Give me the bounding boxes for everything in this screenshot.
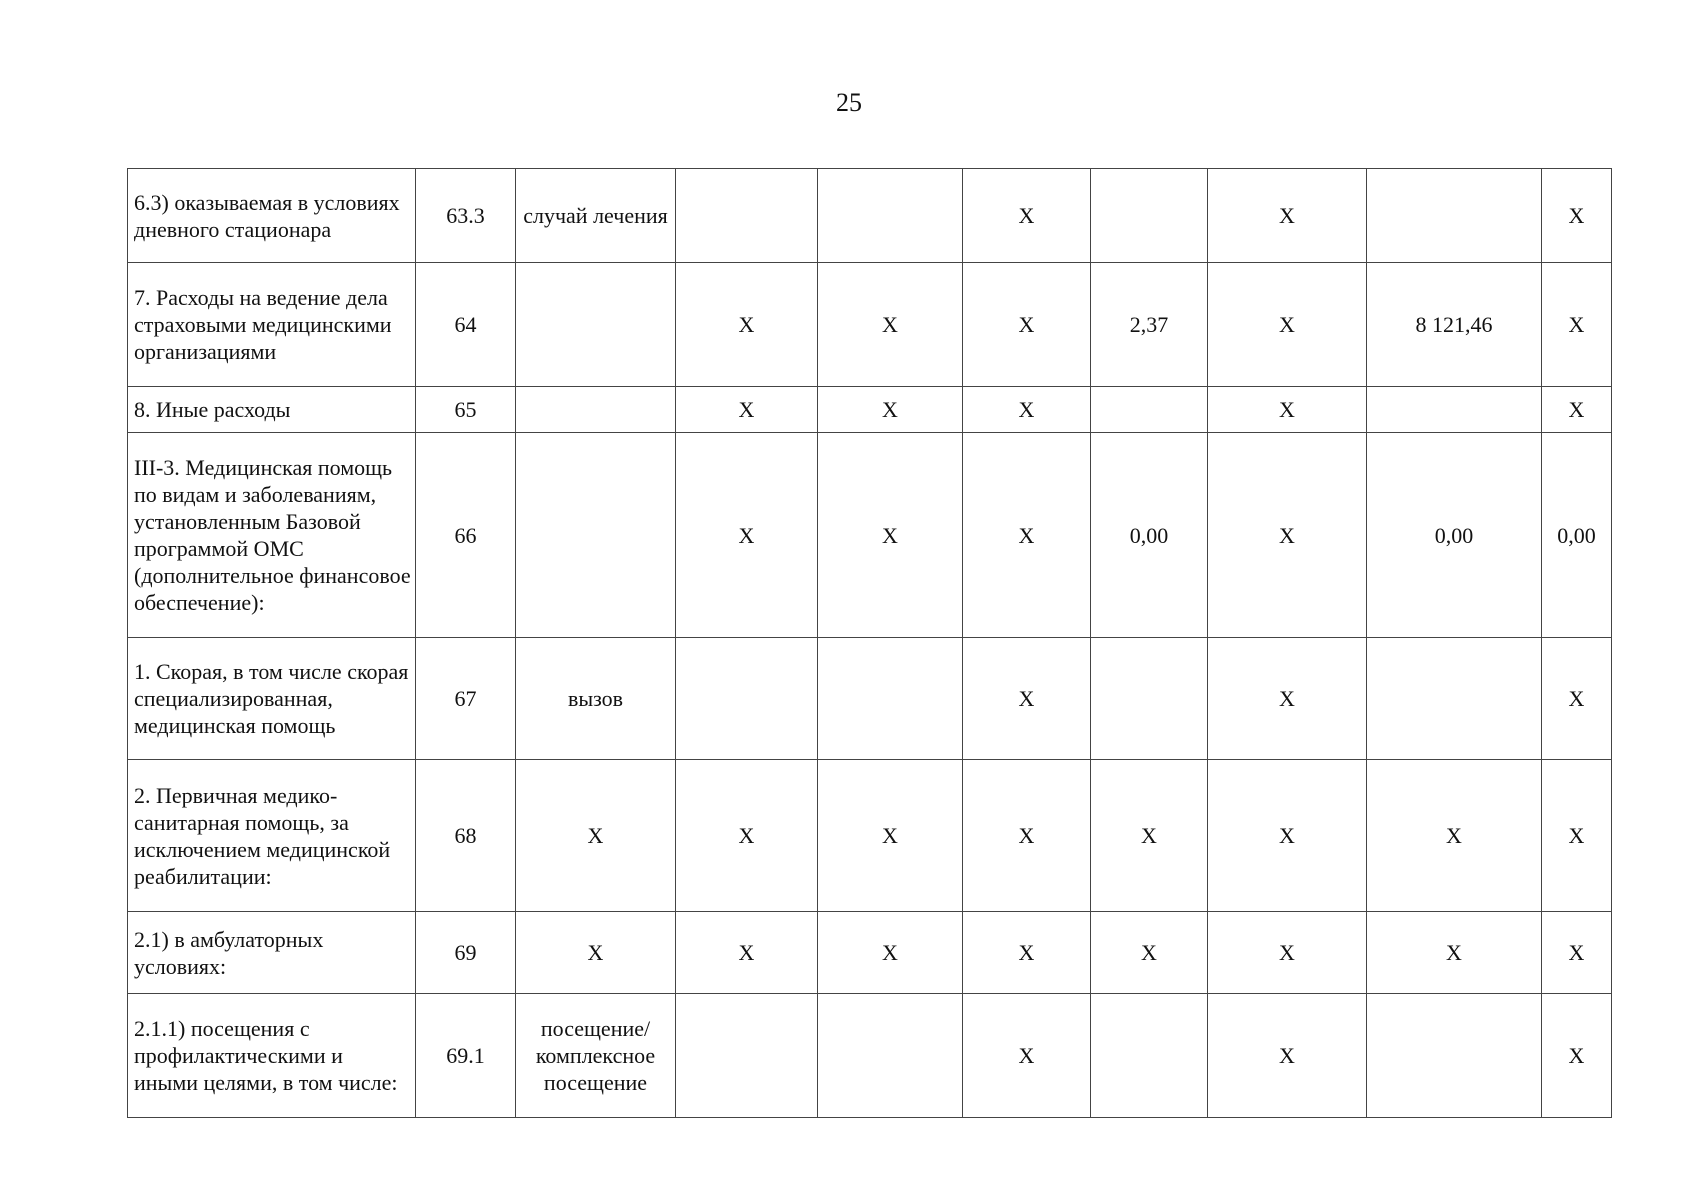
table-row <box>128 638 1612 760</box>
row-unit-cell: Х <box>516 912 676 994</box>
table-row <box>128 912 1612 994</box>
table-row <box>128 760 1612 912</box>
value-cell: Х <box>1542 994 1612 1118</box>
value-cell: Х <box>963 760 1091 912</box>
value-cell: Х <box>1208 387 1367 433</box>
row-name-cell: III-3. Медицинская помощь по видам и заболеваниям, установленным Базовой программой ОМС (дополнительное финансовое обеспечение): <box>128 433 416 638</box>
value-cell: Х <box>818 387 963 433</box>
value-cell <box>1091 169 1208 263</box>
row-code-cell: 68 <box>416 760 516 912</box>
value-cell: Х <box>1542 263 1612 387</box>
value-cell: Х <box>818 263 963 387</box>
value-cell: Х <box>676 433 818 638</box>
value-cell: Х <box>1208 994 1367 1118</box>
value-cell <box>676 638 818 760</box>
value-cell: Х <box>676 263 818 387</box>
value-cell: Х <box>1542 169 1612 263</box>
value-cell: Х <box>1208 433 1367 638</box>
row-name-cell: 2.1.1) посещения с профилактическими и иными целями, в том числе: <box>128 994 416 1118</box>
page-number: 25 <box>836 88 862 117</box>
value-cell <box>1367 387 1542 433</box>
value-cell: Х <box>1542 638 1612 760</box>
value-cell <box>818 638 963 760</box>
value-cell <box>1367 638 1542 760</box>
row-code-cell: 67 <box>416 638 516 760</box>
value-cell <box>1091 387 1208 433</box>
value-cell: Х <box>963 994 1091 1118</box>
value-cell: Х <box>1208 638 1367 760</box>
row-name-cell: 2. Первичная медико-санитарная помощь, за исключением медицинской реабилитации: <box>128 760 416 912</box>
value-cell <box>818 169 963 263</box>
value-cell: Х <box>1542 387 1612 433</box>
data-table <box>127 168 1612 1118</box>
value-cell: Х <box>1367 760 1542 912</box>
table-row <box>128 387 1612 433</box>
value-cell: Х <box>963 912 1091 994</box>
value-cell: Х <box>676 912 818 994</box>
value-cell: Х <box>1208 263 1367 387</box>
row-code-cell: 63.3 <box>416 169 516 263</box>
value-cell: 8 121,46 <box>1367 263 1542 387</box>
value-cell <box>676 169 818 263</box>
value-cell <box>1367 169 1542 263</box>
value-cell: Х <box>1208 912 1367 994</box>
row-name-cell: 1. Скорая, в том числе скорая специализированная, медицинская помощь <box>128 638 416 760</box>
value-cell: Х <box>963 263 1091 387</box>
value-cell: 0,00 <box>1542 433 1612 638</box>
row-unit-cell <box>516 433 676 638</box>
value-cell <box>818 994 963 1118</box>
row-unit-cell: вызов <box>516 638 676 760</box>
value-cell: Х <box>1367 912 1542 994</box>
value-cell: Х <box>818 912 963 994</box>
value-cell <box>1091 994 1208 1118</box>
value-cell: Х <box>1208 169 1367 263</box>
value-cell: Х <box>676 387 818 433</box>
value-cell: Х <box>1208 760 1367 912</box>
row-code-cell: 69.1 <box>416 994 516 1118</box>
row-code-cell: 64 <box>416 263 516 387</box>
value-cell: Х <box>818 760 963 912</box>
value-cell: 2,37 <box>1091 263 1208 387</box>
row-code-cell: 65 <box>416 387 516 433</box>
value-cell: Х <box>963 433 1091 638</box>
row-unit-cell <box>516 263 676 387</box>
row-unit-cell <box>516 387 676 433</box>
value-cell: Х <box>1542 912 1612 994</box>
row-name-cell: 7. Расходы на ведение дела страховыми медицинскими организациями <box>128 263 416 387</box>
value-cell: Х <box>1542 760 1612 912</box>
value-cell: Х <box>676 760 818 912</box>
row-unit-cell: случай лечения <box>516 169 676 263</box>
value-cell: Х <box>1091 912 1208 994</box>
value-cell: Х <box>963 387 1091 433</box>
row-code-cell: 66 <box>416 433 516 638</box>
value-cell <box>1367 994 1542 1118</box>
value-cell: Х <box>1091 760 1208 912</box>
table-row <box>128 994 1612 1118</box>
row-name-cell: 8. Иные расходы <box>128 387 416 433</box>
value-cell: Х <box>963 638 1091 760</box>
value-cell: Х <box>818 433 963 638</box>
row-unit-cell: Х <box>516 760 676 912</box>
table-row <box>128 169 1612 263</box>
row-unit-cell: посещение/ комплексное посещение <box>516 994 676 1118</box>
row-code-cell: 69 <box>416 912 516 994</box>
table-row <box>128 433 1612 638</box>
row-name-cell: 2.1) в амбулаторных условиях: <box>128 912 416 994</box>
value-cell: Х <box>963 169 1091 263</box>
table-row <box>128 263 1612 387</box>
row-name-cell: 6.3) оказываемая в условиях дневного стационара <box>128 169 416 263</box>
value-cell: 0,00 <box>1091 433 1208 638</box>
value-cell <box>676 994 818 1118</box>
value-cell: 0,00 <box>1367 433 1542 638</box>
value-cell <box>1091 638 1208 760</box>
